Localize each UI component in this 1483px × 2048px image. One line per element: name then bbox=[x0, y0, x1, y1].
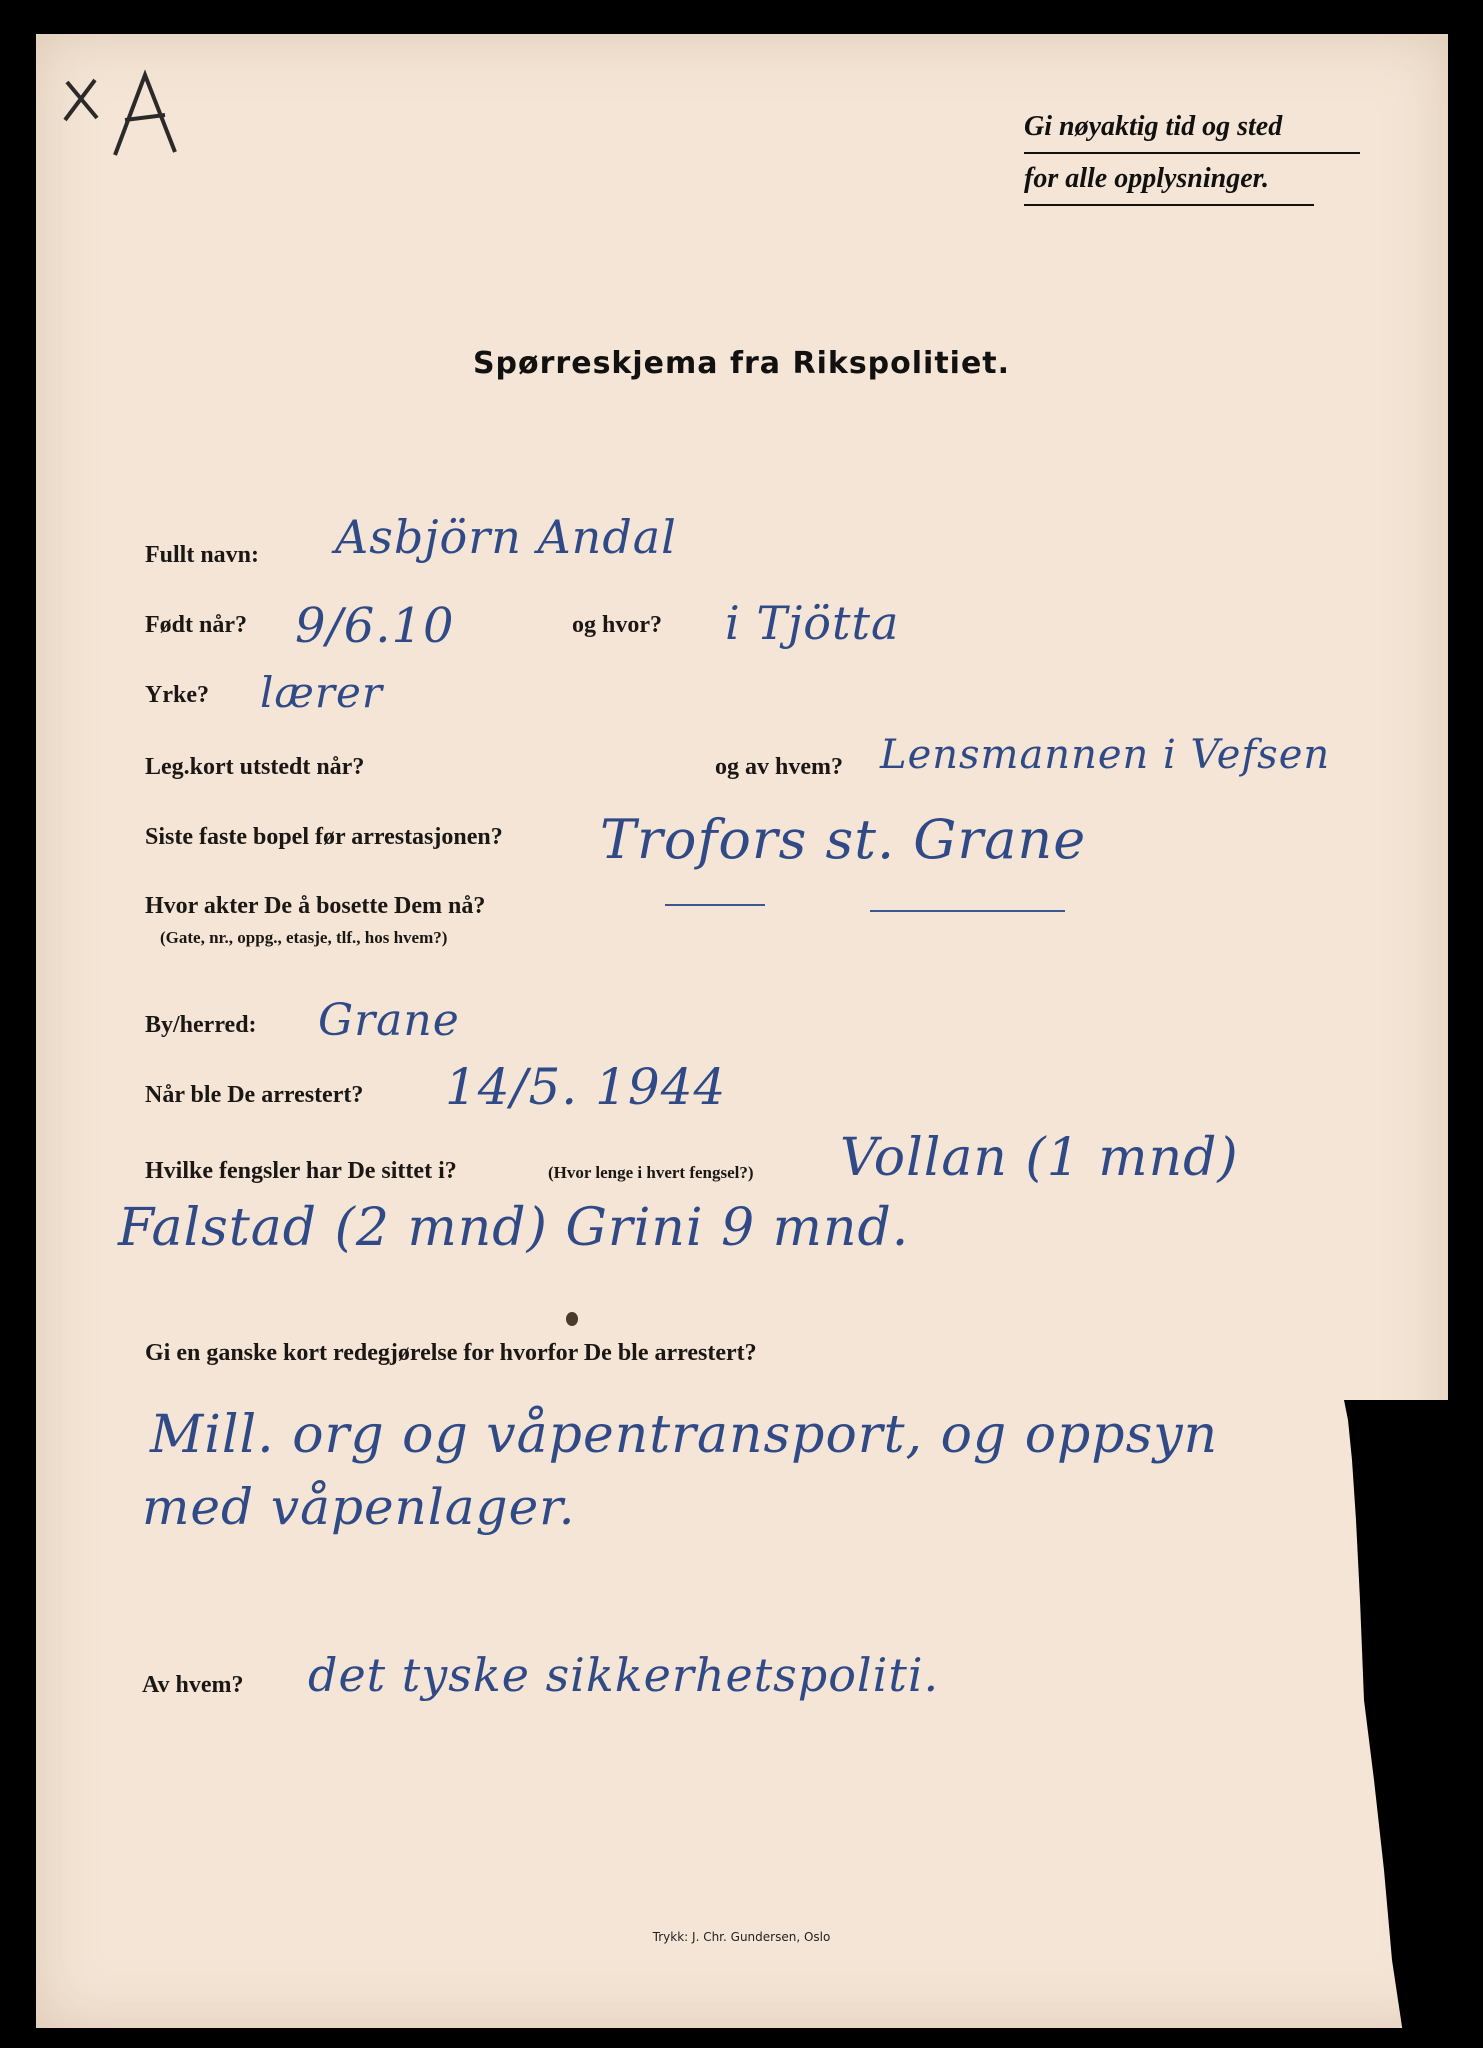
born-when-value: 9/6.10 bbox=[295, 598, 455, 654]
born-when-label: Født når? bbox=[145, 612, 247, 638]
idcard-by-label: og av hvem? bbox=[715, 754, 843, 780]
prisons-sublabel: (Hvor lenge i hvert fengsel?) bbox=[548, 1163, 754, 1182]
name-label: Fullt navn: bbox=[145, 542, 260, 568]
ink-spot bbox=[566, 1312, 578, 1326]
occupation-value: lærer bbox=[260, 668, 383, 717]
by-whom-label: Av hvem? bbox=[142, 1672, 244, 1698]
settle-stroke-2 bbox=[870, 910, 1065, 912]
prisons-label: Hvilke fengsler har De sittet i? bbox=[145, 1158, 457, 1184]
residence-value: Trofors st. Grane bbox=[600, 808, 1087, 871]
settle-stroke-1 bbox=[665, 904, 765, 906]
settle-sublabel: (Gate, nr., oppg., etasje, tlf., hos hvem?) bbox=[160, 928, 448, 947]
municipality-label: By/herred: bbox=[145, 1012, 257, 1038]
settle-label: Hvor akter De å bosette Dem nå? bbox=[145, 893, 486, 919]
born-where-value: i Tjötta bbox=[725, 596, 900, 650]
form-title: Spørreskjema fra Rikspolitiet. bbox=[472, 346, 1011, 381]
arrested-label: Når ble De arrestert? bbox=[145, 1082, 364, 1108]
prisons-value-2: Falstad (2 mnd) Grini 9 mnd. bbox=[118, 1198, 910, 1258]
residence-label: Siste faste bopel før arrestasjonen? bbox=[145, 824, 503, 850]
reason-value-2: med våpenlager. bbox=[142, 1478, 576, 1536]
corner-mark-xa bbox=[55, 60, 205, 160]
notice-line-1: Gi nøyaktig tid og sted bbox=[1024, 102, 1360, 154]
idcard-label: Leg.kort utstedt når? bbox=[145, 754, 365, 780]
reason-value-1: Mill. org og våpentransport, og oppsyn bbox=[150, 1405, 1219, 1465]
prisons-value-1: Vollan (1 mnd) bbox=[840, 1128, 1239, 1188]
arrested-value: 14/5. 1944 bbox=[445, 1058, 727, 1116]
printer-imprint: Trykk: J. Chr. Gundersen, Oslo bbox=[652, 1930, 831, 1944]
occupation-label: Yrke? bbox=[145, 682, 209, 708]
accuracy-notice bbox=[1024, 102, 1360, 206]
by-whom-value: det tyske sikkerhetspoliti. bbox=[308, 1648, 940, 1702]
born-where-label: og hvor? bbox=[572, 612, 662, 638]
torn-edge bbox=[1344, 1400, 1454, 2040]
name-value: Asbjörn Andal bbox=[335, 510, 677, 564]
municipality-value: Grane bbox=[318, 995, 460, 1046]
reason-label: Gi en ganske kort redegjørelse for hvorfor De ble arrestert? bbox=[145, 1340, 757, 1366]
idcard-by-value: Lensmannen i Vefsen bbox=[880, 732, 1331, 778]
notice-line-2: for alle opplysninger. bbox=[1024, 154, 1314, 206]
